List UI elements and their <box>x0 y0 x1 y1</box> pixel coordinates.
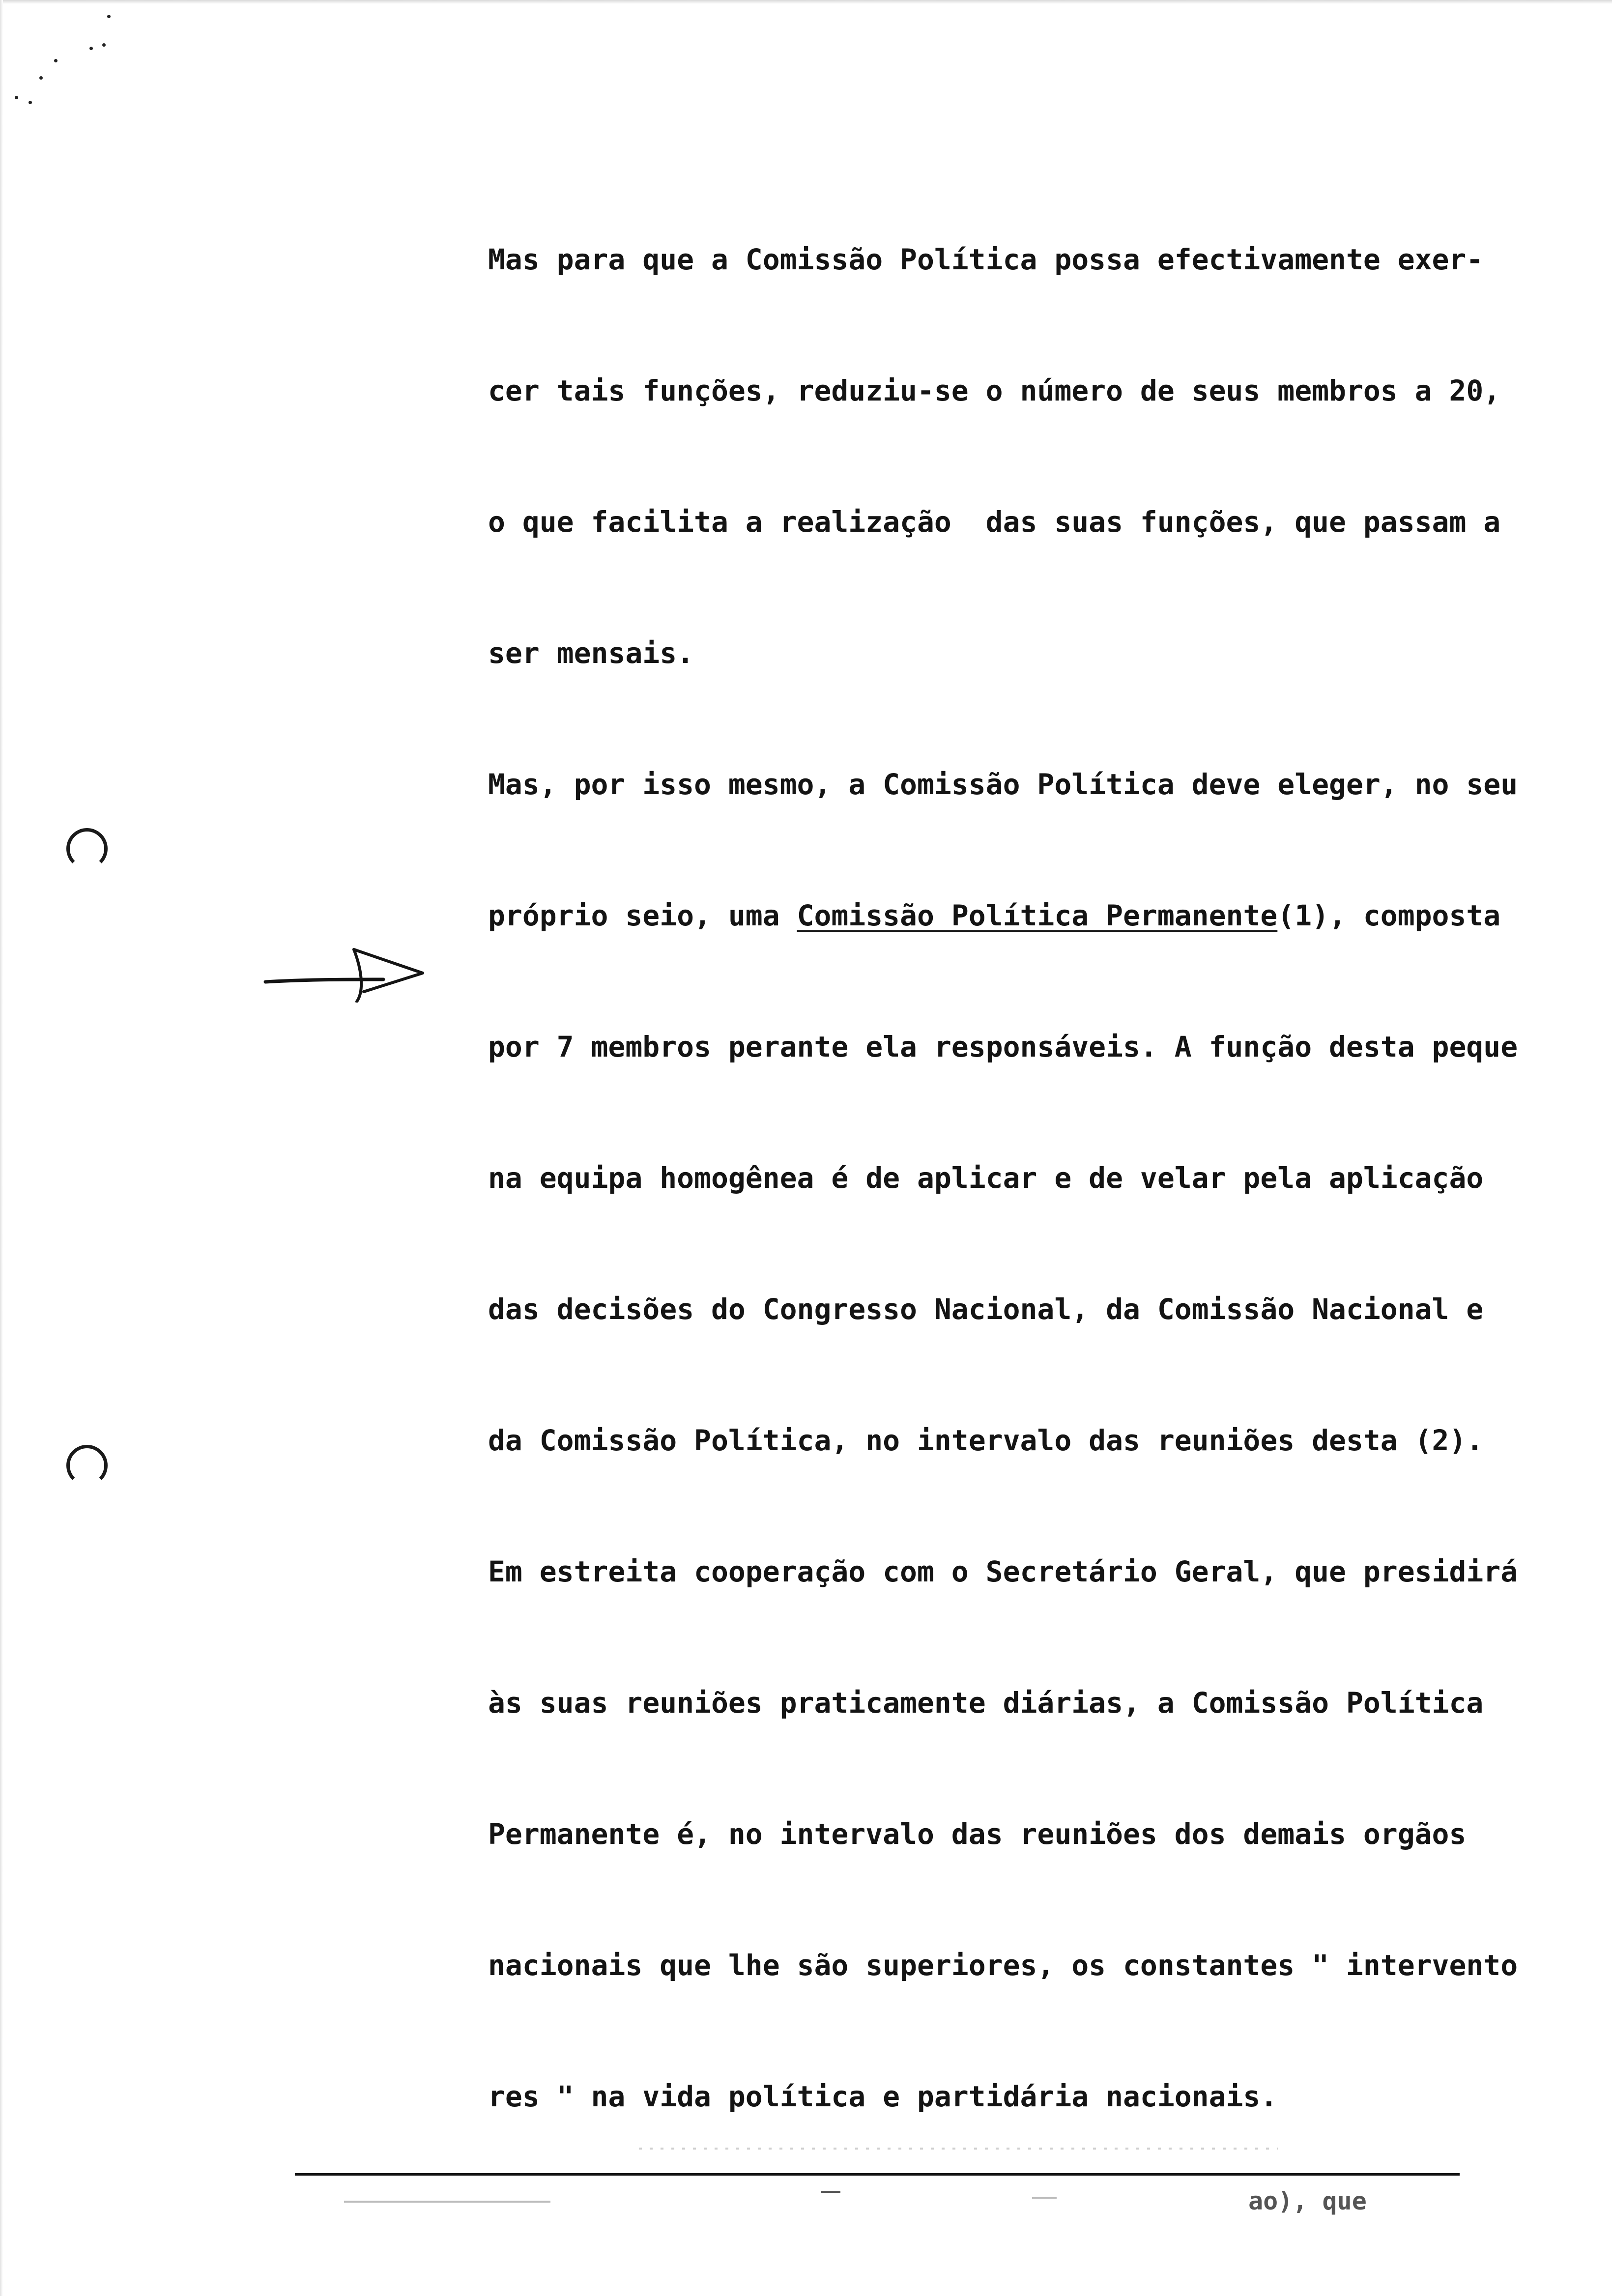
text-line: na equipa homogênea é de aplicar e de velar pela aplicação <box>488 1161 1484 1195</box>
text-line: por 7 membros perante ela responsáveis. A função desta peque <box>488 1030 1518 1063</box>
text-line: Permanente é, no intervalo das reuniões dos demais orgãos <box>488 1817 1467 1851</box>
underlined-term: Comissão Política Permanente <box>797 899 1278 932</box>
scan-smudge <box>1032 2197 1057 2199</box>
footnote-residue: ao), que <box>1248 2187 1367 2215</box>
scan-speck <box>107 15 111 18</box>
scan-speck <box>29 101 32 104</box>
hand-drawn-arrow-icon <box>260 929 428 1003</box>
text-line: cer tais funções, reduziu-se o número de seus membros a 20, <box>488 374 1501 407</box>
text-line: res " na vida política e partidária nacionais. <box>488 2080 1278 2113</box>
text-line: Mas para que a Comissão Política possa efectivamente exer- <box>488 243 1484 276</box>
scan-smudge <box>344 2201 550 2203</box>
text-line: às suas reuniões praticamente diárias, a Comissão Política <box>488 1686 1484 1720</box>
text-line: nacionais que lhe são superiores, os constantes " intervento <box>488 1949 1518 1982</box>
text-line: ser mensais. <box>488 636 694 670</box>
text-segment: próprio seio, uma <box>488 899 797 932</box>
punch-hole-icon <box>66 1445 108 1486</box>
scan-speck <box>39 76 43 80</box>
footnote-rule <box>295 2173 1460 2176</box>
scan-residue-dots <box>639 2148 1278 2150</box>
scan-smudge <box>821 2191 840 2193</box>
text-line: das decisões do Congresso Nacional, da Comissão Nacional e <box>488 1292 1484 1326</box>
text-segment: (1), composta <box>1277 899 1501 932</box>
scan-edge-top <box>0 0 1612 4</box>
scan-speck <box>15 96 18 99</box>
punch-hole-icon <box>66 828 108 869</box>
text-line <box>488 896 1500 935</box>
text-line: o que facilita a realização das suas funções, que passam a <box>488 505 1501 539</box>
scan-speck <box>102 43 106 47</box>
text-line: Em estreita cooperação com o Secretário Geral, que presidirá <box>488 1555 1518 1588</box>
text-line: da Comissão Política, no intervalo das reuniões desta (2). <box>488 1424 1484 1457</box>
scan-speck <box>54 59 58 62</box>
scan-edge-left <box>0 0 3 2296</box>
text-line: Mas, por isso mesmo, a Comissão Política deve eleger, no seu <box>488 768 1518 801</box>
scan-speck <box>89 47 93 50</box>
